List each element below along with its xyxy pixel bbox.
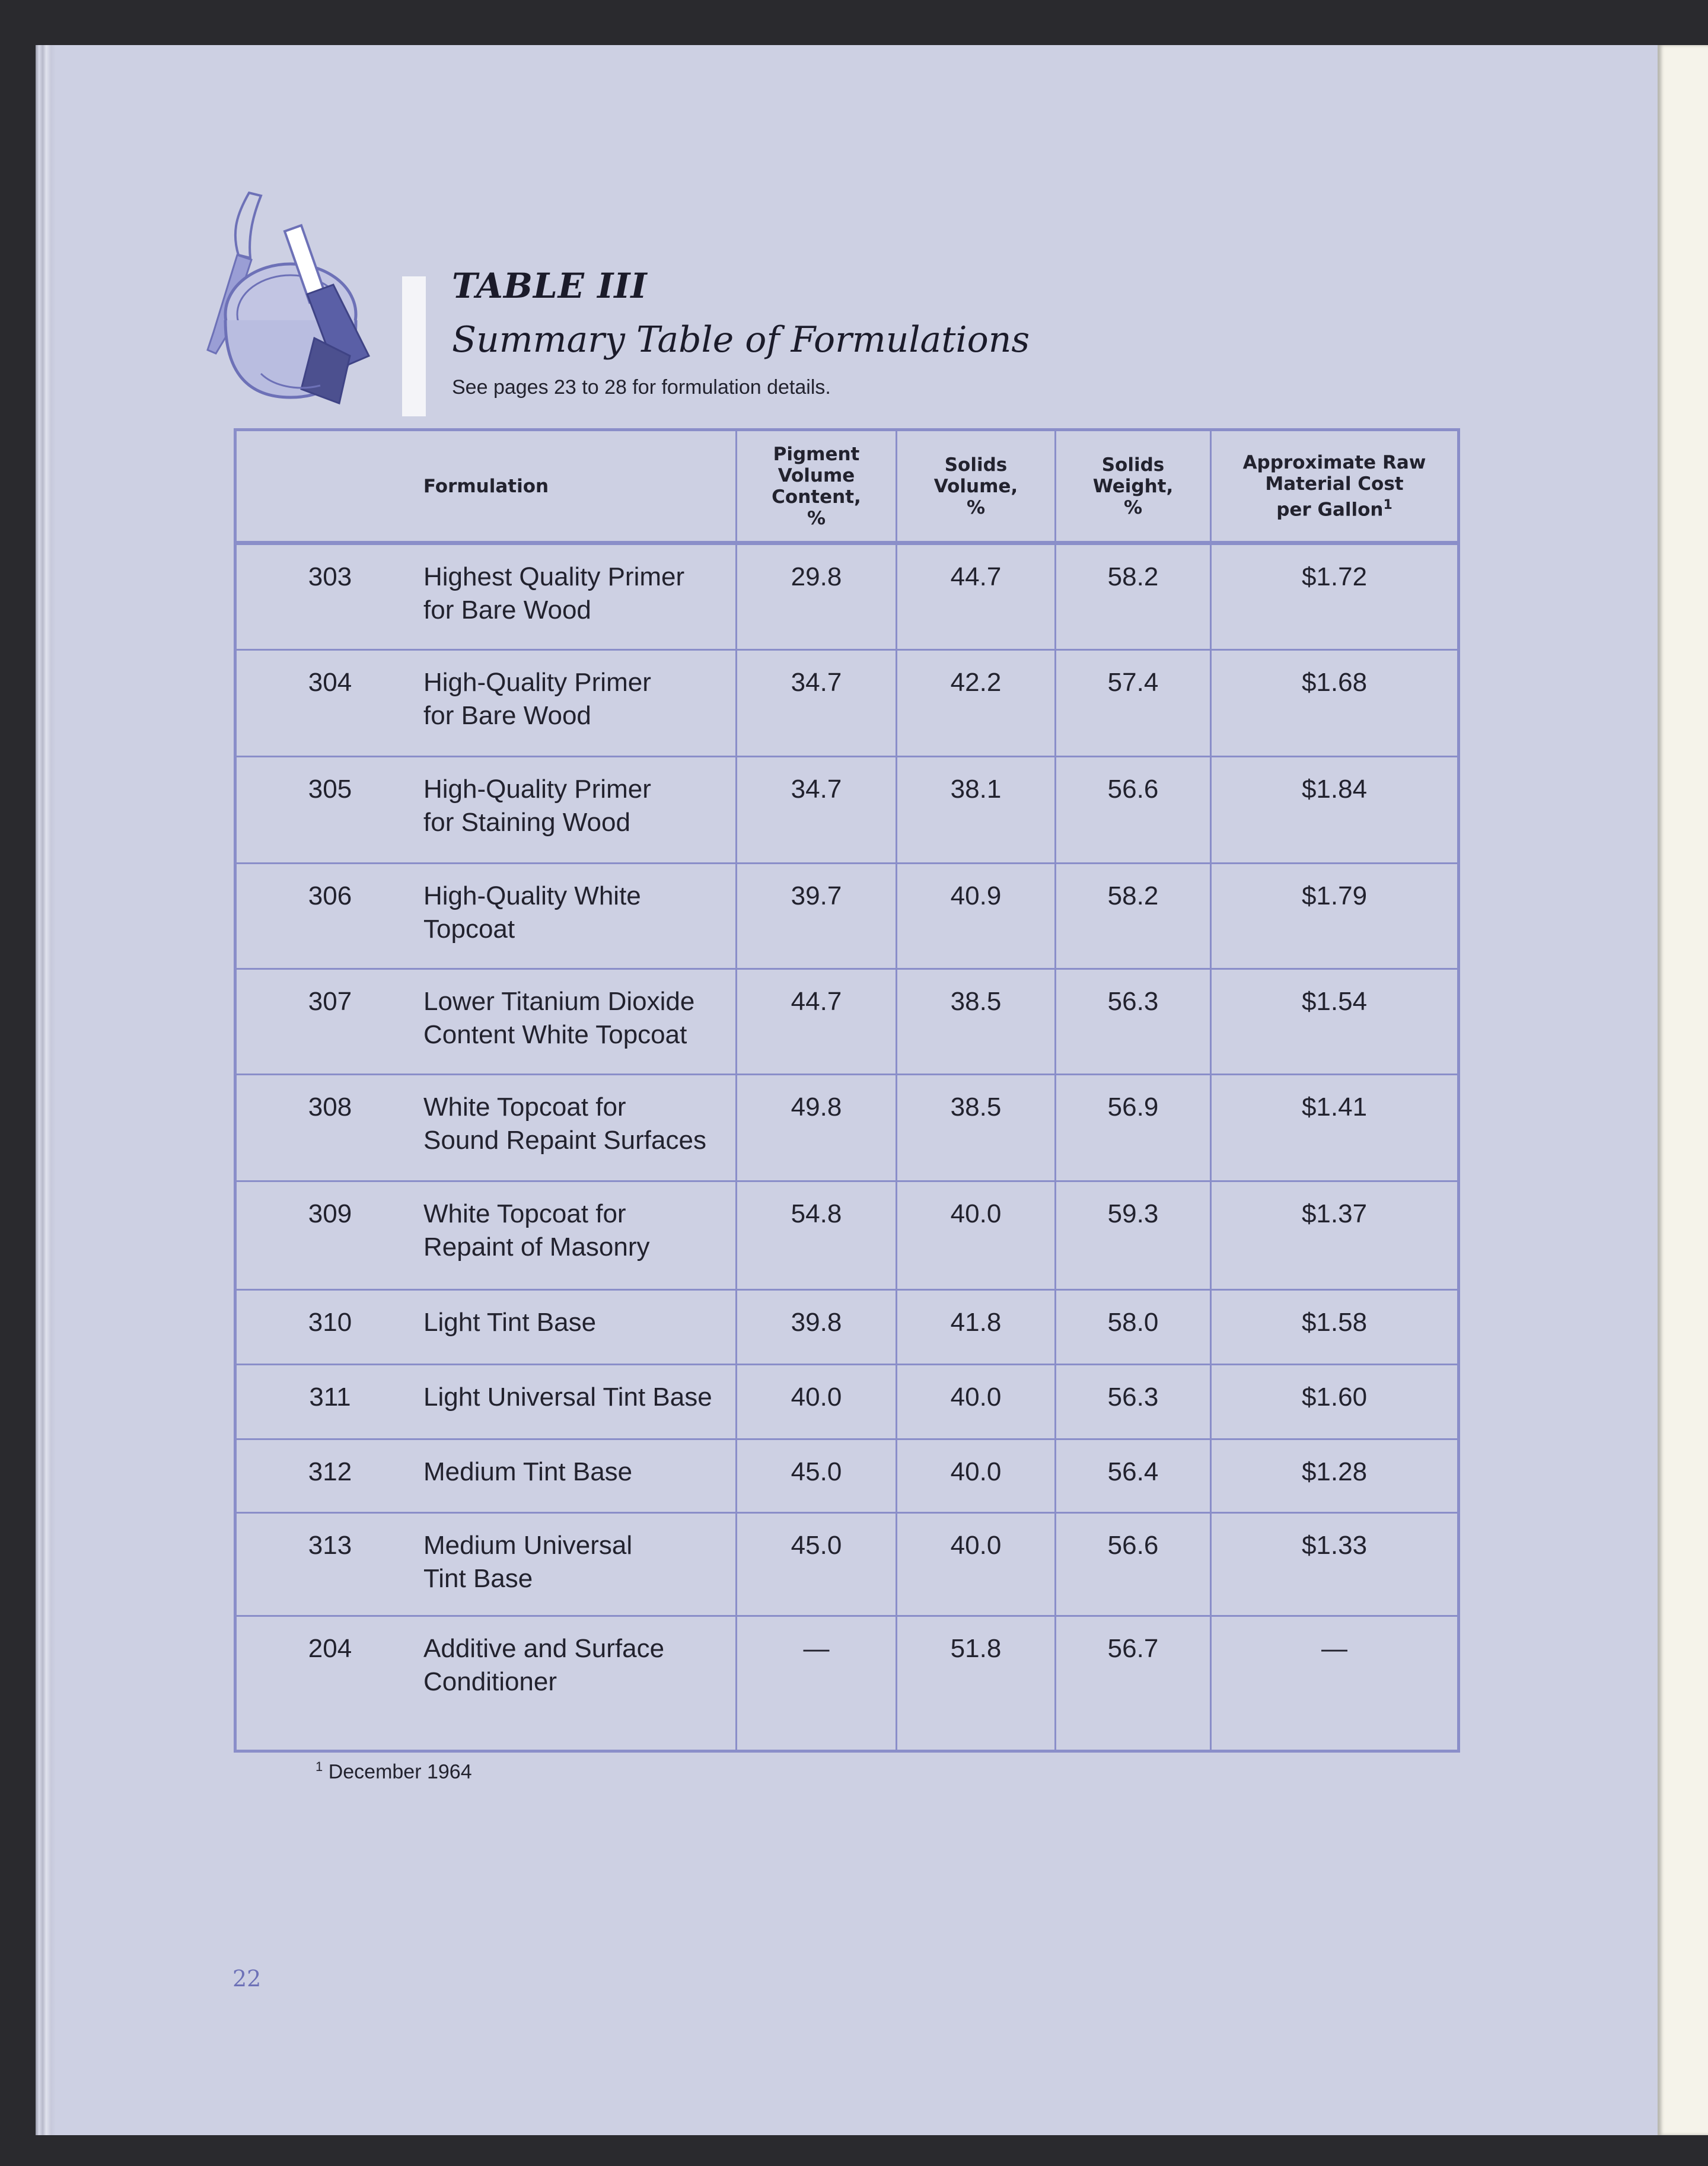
pigment-volume-cell: 49.8	[737, 1075, 897, 1181]
description-line: Light Tint Base	[423, 1308, 597, 1337]
pigment-volume-cell: 45.0	[737, 1513, 897, 1616]
pigment-volume-cell: 45.0	[737, 1439, 897, 1513]
description-line: Medium Tint Base	[423, 1457, 633, 1486]
solids-weight-cell: 56.7	[1056, 1616, 1211, 1751]
pigment-volume-cell: 44.7	[737, 969, 897, 1075]
raw-material-cost-cell: $1.28	[1211, 1439, 1459, 1513]
table-note: See pages 23 to 28 for formulation details.	[452, 376, 831, 399]
formulation-number: 309	[308, 1199, 352, 1228]
solids-weight-cell: 56.3	[1056, 1365, 1211, 1439]
description-line: Highest Quality Primer	[423, 562, 685, 591]
book-spine	[36, 45, 56, 2135]
solids-volume-cell: 38.5	[897, 1075, 1056, 1181]
formulation-cell	[235, 1616, 737, 1751]
description-line: Medium Universal	[423, 1531, 633, 1560]
formulation-description	[423, 1197, 735, 1264]
column-header-line: Volume	[777, 464, 855, 486]
column-header-line: %	[1123, 496, 1143, 518]
description-line: Repaint of Masonry	[423, 1232, 650, 1262]
formulation-cell	[235, 1181, 737, 1290]
raw-material-cost-cell: $1.41	[1211, 1075, 1459, 1181]
formulation-description	[423, 1091, 735, 1157]
table-row	[235, 969, 1459, 1075]
pigment-volume-cell: 39.7	[737, 864, 897, 969]
formulation-cell	[235, 864, 737, 969]
solids-weight-cell: 58.2	[1056, 543, 1211, 650]
raw-material-cost-cell: —	[1211, 1616, 1459, 1751]
description-line: White Topcoat for	[423, 1199, 626, 1228]
column-header-label: Formulation	[423, 475, 549, 497]
solids-weight-cell: 56.4	[1056, 1439, 1211, 1513]
solids-weight-cell: 56.3	[1056, 969, 1211, 1075]
description-line: for Bare Wood	[423, 595, 591, 625]
formulation-description	[423, 985, 735, 1052]
table-row	[235, 757, 1459, 864]
formulation-cell	[235, 757, 737, 864]
table-title: Summary Table of Formulations	[452, 319, 1030, 361]
formulation-number: 306	[308, 881, 352, 910]
solids-volume-cell: 51.8	[897, 1616, 1056, 1751]
solids-volume-cell: 38.5	[897, 969, 1056, 1075]
description-line: Tint Base	[423, 1564, 533, 1593]
formulation-description	[423, 666, 735, 732]
formulation-cell	[235, 1365, 737, 1439]
column-header-line	[1212, 495, 1457, 520]
formulation-description	[423, 1455, 735, 1489]
formulation-cell	[235, 1075, 737, 1181]
formulation-cell	[235, 650, 737, 757]
formulation-description	[423, 1529, 735, 1595]
formulation-number: 313	[308, 1531, 352, 1560]
formulation-number: 204	[308, 1634, 352, 1663]
description-line: Topcoat	[423, 915, 515, 944]
formulation-number: 308	[308, 1092, 352, 1122]
column-header-line: Pigment	[773, 443, 860, 465]
solids-weight-cell: 56.9	[1056, 1075, 1211, 1181]
formulation-cell	[235, 1513, 737, 1616]
formulation-description	[423, 1381, 735, 1414]
formulation-number: 304	[308, 668, 352, 697]
formulation-cell	[235, 969, 737, 1075]
description-line: Conditioner	[423, 1667, 557, 1696]
table-row	[235, 1290, 1459, 1365]
description-line: for Bare Wood	[423, 701, 591, 730]
solids-weight-cell: 59.3	[1056, 1181, 1211, 1290]
formulation-description	[423, 1306, 735, 1339]
column-header-line: Material Cost	[1265, 473, 1404, 495]
raw-material-cost-cell: $1.58	[1211, 1290, 1459, 1365]
description-line: High-Quality White	[423, 881, 641, 910]
pigment-volume-cell: 54.8	[737, 1181, 897, 1290]
formulation-number: 307	[308, 987, 352, 1016]
solids-volume-cell: 40.0	[897, 1181, 1056, 1290]
formulation-description	[423, 560, 735, 627]
table-row	[235, 1616, 1459, 1751]
formulation-number: 310	[308, 1308, 352, 1337]
table-row	[235, 864, 1459, 969]
formulation-description	[423, 880, 735, 946]
column-header-pigment-volume-content	[737, 430, 897, 543]
raw-material-cost-cell: $1.33	[1211, 1513, 1459, 1616]
solids-volume-cell: 40.0	[897, 1513, 1056, 1616]
column-header-solids-volume	[897, 430, 1056, 543]
column-header-raw-material-cost	[1211, 430, 1459, 543]
footnote-mark: 1	[316, 1759, 323, 1774]
facing-page-edge	[1658, 45, 1708, 2135]
description-line: Light Universal Tint Base	[423, 1383, 712, 1412]
solids-weight-cell: 57.4	[1056, 650, 1211, 757]
raw-material-cost-cell: $1.68	[1211, 650, 1459, 757]
description-line: for Staining Wood	[423, 808, 630, 837]
description-line: Lower Titanium Dioxide	[423, 987, 695, 1016]
table-row	[235, 1075, 1459, 1181]
page-number: 22	[232, 1966, 262, 1992]
raw-material-cost-cell: $1.54	[1211, 969, 1459, 1075]
formulation-number: 305	[308, 775, 352, 804]
column-header-line: Solids	[1101, 454, 1165, 476]
pigment-volume-cell: 34.7	[737, 757, 897, 864]
paint-can-and-brush-icon	[202, 178, 380, 427]
solids-volume-cell: 40.0	[897, 1439, 1056, 1513]
raw-material-cost-cell: $1.60	[1211, 1365, 1459, 1439]
table-header-row	[235, 430, 1459, 543]
column-header-solids-weight	[1056, 430, 1211, 543]
column-header-line: Content,	[772, 486, 861, 508]
table-row	[235, 543, 1459, 650]
description-line: Content White Topcoat	[423, 1020, 687, 1049]
formulation-description	[423, 773, 735, 839]
table-row	[235, 1513, 1459, 1616]
formulation-cell	[235, 543, 737, 650]
raw-material-cost-cell: $1.37	[1211, 1181, 1459, 1290]
description-line: High-Quality Primer	[423, 775, 651, 804]
column-header-line: Volume,	[933, 475, 1018, 497]
formulation-number: 312	[308, 1457, 352, 1486]
pigment-volume-cell: —	[737, 1616, 897, 1751]
solids-volume-cell: 40.9	[897, 864, 1056, 969]
table-label: TABLE III	[452, 266, 648, 306]
title-accent-bar	[402, 276, 426, 416]
solids-volume-cell: 41.8	[897, 1290, 1056, 1365]
formulations-table	[234, 428, 1460, 1753]
pigment-volume-cell: 29.8	[737, 543, 897, 650]
raw-material-cost-cell: $1.79	[1211, 864, 1459, 969]
solids-weight-cell: 58.0	[1056, 1290, 1211, 1365]
table-row	[235, 650, 1459, 757]
pigment-volume-cell: 40.0	[737, 1365, 897, 1439]
description-line: Sound Repaint Surfaces	[423, 1126, 706, 1155]
column-header-formulation	[235, 430, 737, 543]
column-header-line: Approximate Raw	[1242, 451, 1426, 473]
raw-material-cost-cell: $1.84	[1211, 757, 1459, 864]
formulation-description	[423, 1632, 735, 1699]
column-header-line: %	[807, 507, 826, 529]
solids-volume-cell: 44.7	[897, 543, 1056, 650]
formulation-number: 311	[309, 1383, 351, 1412]
formulation-cell	[235, 1290, 737, 1365]
description-line: High-Quality Primer	[423, 668, 651, 697]
table-row	[235, 1181, 1459, 1290]
solids-weight-cell: 56.6	[1056, 1513, 1211, 1616]
table-row	[235, 1439, 1459, 1513]
pigment-volume-cell: 34.7	[737, 650, 897, 757]
solids-volume-cell: 38.1	[897, 757, 1056, 864]
column-header-line: %	[966, 496, 986, 518]
table-row	[235, 1365, 1459, 1439]
raw-material-cost-cell: $1.72	[1211, 543, 1459, 650]
column-header-line: Solids	[944, 454, 1008, 476]
column-header-line-text: per Gallon	[1276, 499, 1384, 521]
footnote	[316, 1759, 472, 1783]
footnote-text: December 1964	[328, 1760, 472, 1783]
formulation-cell	[235, 1439, 737, 1513]
formulation-number: 303	[308, 562, 352, 591]
solids-volume-cell: 42.2	[897, 650, 1056, 757]
solids-weight-cell: 56.6	[1056, 757, 1211, 864]
footnote-reference: 1	[1383, 497, 1392, 512]
solids-volume-cell: 40.0	[897, 1365, 1056, 1439]
pigment-volume-cell: 39.8	[737, 1290, 897, 1365]
description-line: Additive and Surface	[423, 1634, 665, 1663]
solids-weight-cell: 58.2	[1056, 864, 1211, 969]
column-header-line: Weight,	[1092, 475, 1174, 497]
description-line: White Topcoat for	[423, 1092, 626, 1122]
